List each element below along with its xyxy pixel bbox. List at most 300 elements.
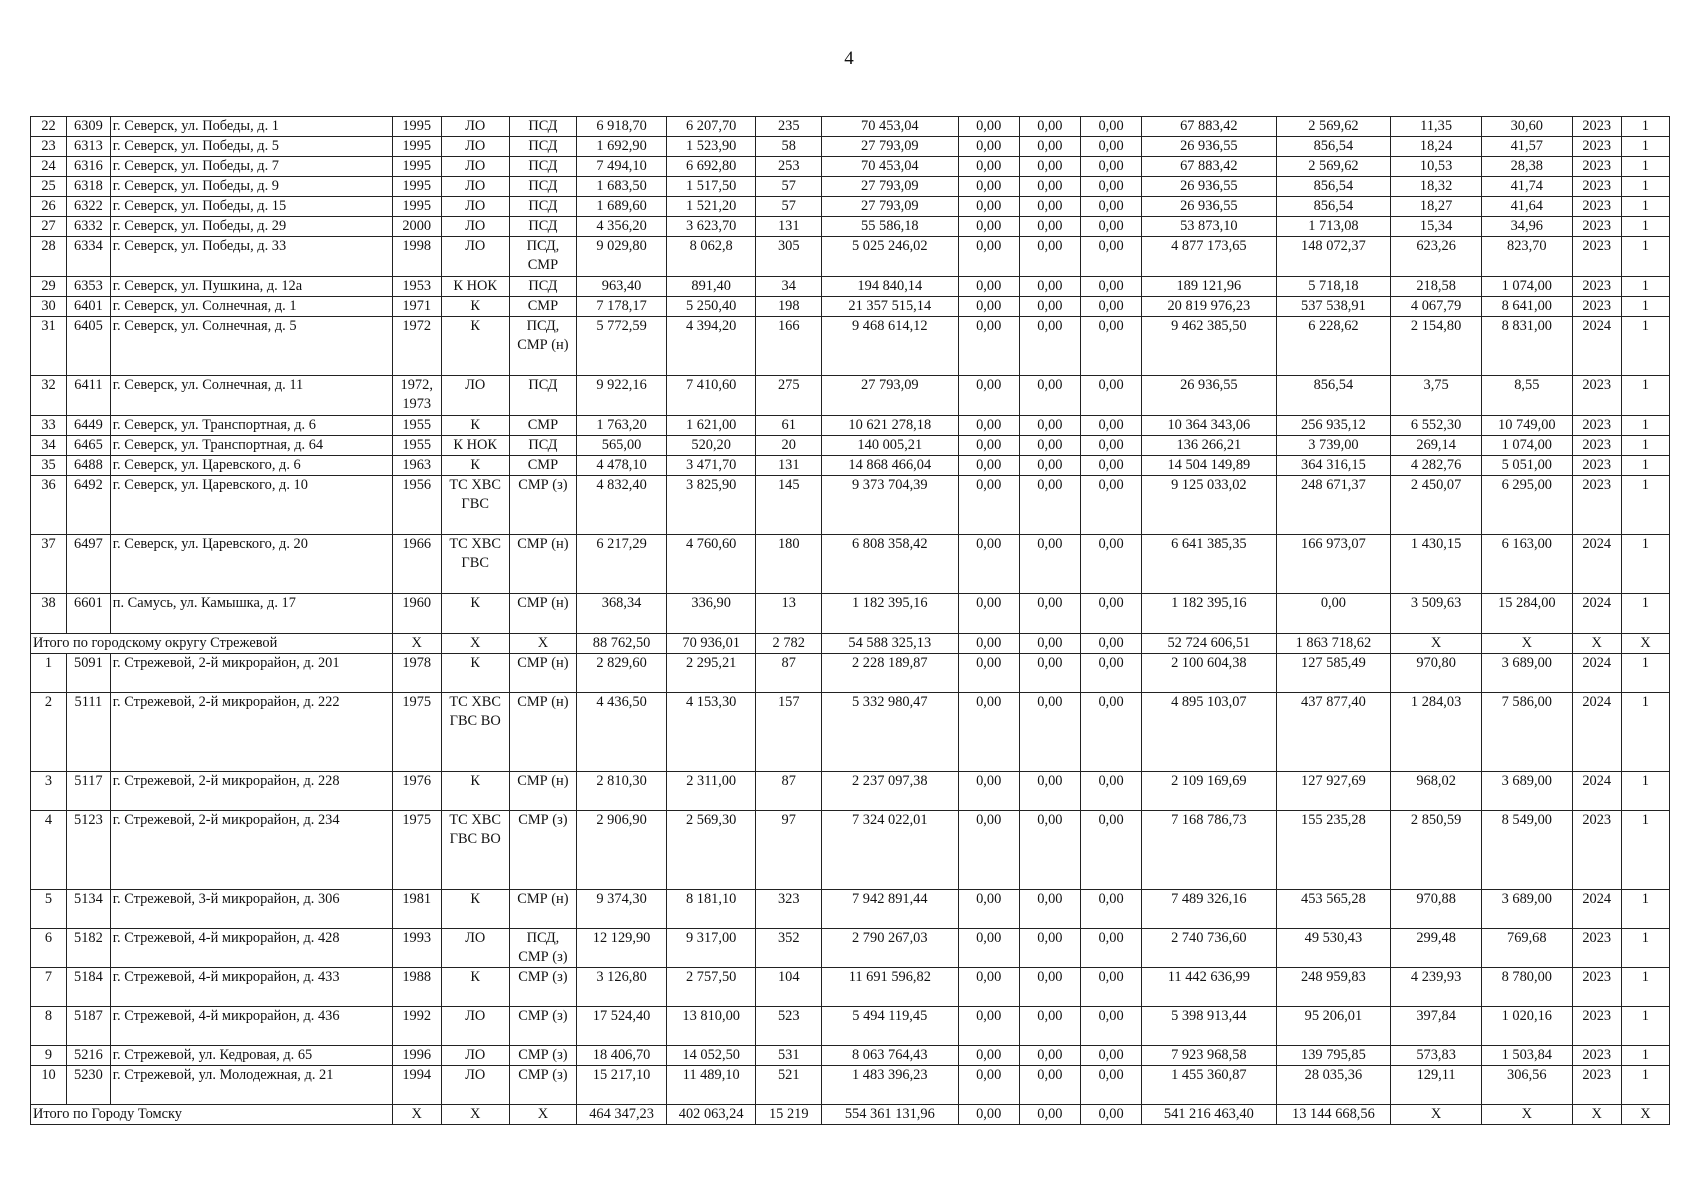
cell-work-type: СМР (з) xyxy=(509,476,577,535)
total-total-area: 464 347,23 xyxy=(577,1105,667,1125)
cell-row-number: 10 xyxy=(31,1066,67,1105)
cell-row-number: 8 xyxy=(31,1007,67,1046)
cell-cost-other: 139 795,85 xyxy=(1276,1046,1391,1066)
cell-system-type: ЛО xyxy=(441,1066,509,1105)
cell-building-code: 6497 xyxy=(67,535,111,594)
total-residents: 2 782 xyxy=(756,634,822,654)
cell-building-code: 6353 xyxy=(67,277,111,297)
cell-work-type: СМР (з) xyxy=(509,1066,577,1105)
cell-address: г. Северск, ул. Солнечная, д. 5 xyxy=(110,317,392,376)
cell-unit-cost: 2 850,59 xyxy=(1391,811,1482,890)
cell-work-type: СМР (н) xyxy=(509,693,577,772)
table-row xyxy=(31,535,1670,594)
cell-row-number: 37 xyxy=(31,535,67,594)
cell-cost-municipal: 0,00 xyxy=(1080,1007,1141,1046)
cell-total-area: 2 829,60 xyxy=(577,654,667,693)
cell-cost-regional: 0,00 xyxy=(1019,197,1080,217)
cell-row-number: 36 xyxy=(31,476,67,535)
cell-system-type: К НОК xyxy=(441,436,509,456)
cell-unit-cost: 970,80 xyxy=(1391,654,1482,693)
cell-residents: 131 xyxy=(756,456,822,476)
cell-stage: 1 xyxy=(1621,968,1669,1007)
cell-living-area: 9 317,00 xyxy=(666,929,756,968)
cell-residents: 523 xyxy=(756,1007,822,1046)
cell-stage: 1 xyxy=(1621,693,1669,772)
cell-planned-year: 2023 xyxy=(1572,376,1621,416)
cell-total-area: 1 763,20 xyxy=(577,416,667,436)
cell-address: г. Северск, ул. Царевского, д. 10 xyxy=(110,476,392,535)
cell-building-code: 6449 xyxy=(67,416,111,436)
cell-cost-owners: 14 504 149,89 xyxy=(1142,456,1276,476)
cell-system-type: К xyxy=(441,317,509,376)
cell-living-area: 13 810,00 xyxy=(666,1007,756,1046)
cell-cost-other: 49 530,43 xyxy=(1276,929,1391,968)
cell-total-cost: 7 324 022,01 xyxy=(822,811,959,890)
cell-max-unit-cost: 8,55 xyxy=(1481,376,1572,416)
cell-work-type: ПСД xyxy=(509,277,577,297)
cell-building-code: 5187 xyxy=(67,1007,111,1046)
cell-cost-municipal: 0,00 xyxy=(1080,217,1141,237)
cell-cost-municipal: 0,00 xyxy=(1080,476,1141,535)
cell-system-type: К xyxy=(441,456,509,476)
cell-cost-owners: 1 455 360,87 xyxy=(1142,1066,1276,1105)
cell-cost-federal: 0,00 xyxy=(958,177,1019,197)
cell-stage: 1 xyxy=(1621,594,1669,634)
cell-residents: 87 xyxy=(756,654,822,693)
cell-year-built: 1995 xyxy=(392,177,441,197)
cell-total-cost: 27 793,09 xyxy=(822,197,959,217)
cell-cost-federal: 0,00 xyxy=(958,811,1019,890)
cell-total-area: 6 217,29 xyxy=(577,535,667,594)
cell-row-number: 29 xyxy=(31,277,67,297)
cell-residents: 57 xyxy=(756,177,822,197)
table-row xyxy=(31,929,1670,968)
cell-year-built: 1995 xyxy=(392,197,441,217)
cell-cost-federal: 0,00 xyxy=(958,929,1019,968)
cell-max-unit-cost: 6 295,00 xyxy=(1481,476,1572,535)
cell-building-code: 6334 xyxy=(67,237,111,277)
cell-max-unit-cost: 1 020,16 xyxy=(1481,1007,1572,1046)
cell-cost-owners: 2 100 604,38 xyxy=(1142,654,1276,693)
cell-living-area: 6 207,70 xyxy=(666,117,756,137)
cell-total-area: 4 832,40 xyxy=(577,476,667,535)
cell-cost-regional: 0,00 xyxy=(1019,535,1080,594)
cell-building-code: 6401 xyxy=(67,297,111,317)
cell-year-built: 1992 xyxy=(392,1007,441,1046)
cell-total-cost: 1 182 395,16 xyxy=(822,594,959,634)
cell-year-built: 1978 xyxy=(392,654,441,693)
cell-cost-municipal: 0,00 xyxy=(1080,317,1141,376)
cell-max-unit-cost: 30,60 xyxy=(1481,117,1572,137)
cell-work-type: СМР (з) xyxy=(509,1046,577,1066)
cell-total-cost: 2 237 097,38 xyxy=(822,772,959,811)
cell-cost-regional: 0,00 xyxy=(1019,436,1080,456)
cell-cost-municipal: 0,00 xyxy=(1080,177,1141,197)
cell-max-unit-cost: 41,57 xyxy=(1481,137,1572,157)
cell-cost-federal: 0,00 xyxy=(958,594,1019,634)
cell-year-built: 1988 xyxy=(392,968,441,1007)
cell-total-area: 3 126,80 xyxy=(577,968,667,1007)
cell-total-area: 9 029,80 xyxy=(577,237,667,277)
cell-unit-cost: 18,32 xyxy=(1391,177,1482,197)
cell-planned-year: 2023 xyxy=(1572,929,1621,968)
total-cost-owners: 52 724 606,51 xyxy=(1142,634,1276,654)
cell-cost-other: 256 935,12 xyxy=(1276,416,1391,436)
cell-total-cost: 9 373 704,39 xyxy=(822,476,959,535)
cell-unit-cost: 269,14 xyxy=(1391,436,1482,456)
cell-building-code: 6322 xyxy=(67,197,111,217)
cell-total-cost: 27 793,09 xyxy=(822,137,959,157)
cell-work-type: СМР xyxy=(509,456,577,476)
cell-cost-municipal: 0,00 xyxy=(1080,456,1141,476)
cell-max-unit-cost: 41,74 xyxy=(1481,177,1572,197)
cell-max-unit-cost: 1 503,84 xyxy=(1481,1046,1572,1066)
cell-cost-federal: 0,00 xyxy=(958,277,1019,297)
cell-cost-other: 856,54 xyxy=(1276,376,1391,416)
cell-living-area: 1 621,00 xyxy=(666,416,756,436)
cell-system-type: ТС ХВС ГВС xyxy=(441,476,509,535)
cell-cost-other: 248 959,83 xyxy=(1276,968,1391,1007)
table-row xyxy=(31,376,1670,416)
cell-row-number: 1 xyxy=(31,654,67,693)
cell-total-cost: 21 357 515,14 xyxy=(822,297,959,317)
cell-planned-year: 2024 xyxy=(1572,535,1621,594)
cell-total-cost: 8 063 764,43 xyxy=(822,1046,959,1066)
cell-building-code: 5230 xyxy=(67,1066,111,1105)
cell-cost-owners: 2 740 736,60 xyxy=(1142,929,1276,968)
total-total-cost: 554 361 131,96 xyxy=(822,1105,959,1125)
cell-stage: 1 xyxy=(1621,137,1669,157)
cell-cost-municipal: 0,00 xyxy=(1080,654,1141,693)
cell-max-unit-cost: 823,70 xyxy=(1481,237,1572,277)
cell-total-cost: 70 453,04 xyxy=(822,157,959,177)
cell-planned-year: 2024 xyxy=(1572,890,1621,929)
cell-residents: 58 xyxy=(756,137,822,157)
cell-unit-cost: 218,58 xyxy=(1391,277,1482,297)
cell-total-cost: 10 621 278,18 xyxy=(822,416,959,436)
cell-living-area: 520,20 xyxy=(666,436,756,456)
cell-living-area: 4 153,30 xyxy=(666,693,756,772)
cell-residents: 166 xyxy=(756,317,822,376)
cell-cost-municipal: 0,00 xyxy=(1080,772,1141,811)
cell-unit-cost: 18,24 xyxy=(1391,137,1482,157)
cell-cost-other: 437 877,40 xyxy=(1276,693,1391,772)
cell-max-unit-cost: 28,38 xyxy=(1481,157,1572,177)
cell-cost-other: 148 072,37 xyxy=(1276,237,1391,277)
cell-total-area: 1 692,90 xyxy=(577,137,667,157)
cell-total-cost: 9 468 614,12 xyxy=(822,317,959,376)
total-year-built: Х xyxy=(392,1105,441,1125)
table-row xyxy=(31,1066,1670,1105)
cell-cost-owners: 20 819 976,23 xyxy=(1142,297,1276,317)
cell-address: г. Стрежевой, 2-й микрорайон, д. 222 xyxy=(110,693,392,772)
cell-cost-other: 856,54 xyxy=(1276,137,1391,157)
cell-system-type: ЛО xyxy=(441,1046,509,1066)
cell-living-area: 8 181,10 xyxy=(666,890,756,929)
cell-living-area: 336,90 xyxy=(666,594,756,634)
cell-cost-regional: 0,00 xyxy=(1019,693,1080,772)
cell-stage: 1 xyxy=(1621,1066,1669,1105)
table-row xyxy=(31,277,1670,297)
cell-work-type: ПСД xyxy=(509,117,577,137)
total-max-unit-cost: Х xyxy=(1481,1105,1572,1125)
cell-row-number: 26 xyxy=(31,197,67,217)
cell-address: г. Северск, ул. Пушкина, д. 12а xyxy=(110,277,392,297)
cell-residents: 305 xyxy=(756,237,822,277)
cell-work-type: ПСД xyxy=(509,177,577,197)
cell-stage: 1 xyxy=(1621,476,1669,535)
cell-max-unit-cost: 8 780,00 xyxy=(1481,968,1572,1007)
cell-total-area: 15 217,10 xyxy=(577,1066,667,1105)
cell-system-type: ЛО xyxy=(441,217,509,237)
cell-planned-year: 2023 xyxy=(1572,137,1621,157)
cell-work-type: ПСД xyxy=(509,376,577,416)
cell-cost-owners: 7 923 968,58 xyxy=(1142,1046,1276,1066)
cell-system-type: ЛО xyxy=(441,157,509,177)
cell-row-number: 33 xyxy=(31,416,67,436)
cell-total-area: 7 494,10 xyxy=(577,157,667,177)
cell-living-area: 7 410,60 xyxy=(666,376,756,416)
cell-cost-other: 364 316,15 xyxy=(1276,456,1391,476)
cell-stage: 1 xyxy=(1621,317,1669,376)
cell-cost-owners: 26 936,55 xyxy=(1142,137,1276,157)
cell-cost-owners: 136 266,21 xyxy=(1142,436,1276,456)
cell-unit-cost: 970,88 xyxy=(1391,890,1482,929)
cell-address: г. Стрежевой, ул. Молодежная, д. 21 xyxy=(110,1066,392,1105)
cell-total-area: 4 436,50 xyxy=(577,693,667,772)
cell-address: г. Стрежевой, 4-й микрорайон, д. 428 xyxy=(110,929,392,968)
cell-cost-municipal: 0,00 xyxy=(1080,929,1141,968)
cell-cost-municipal: 0,00 xyxy=(1080,535,1141,594)
cell-cost-federal: 0,00 xyxy=(958,297,1019,317)
cell-building-code: 5117 xyxy=(67,772,111,811)
cell-work-type: ПСД xyxy=(509,436,577,456)
cell-total-area: 12 129,90 xyxy=(577,929,667,968)
total-label: Итого по Городу Томску xyxy=(31,1105,393,1125)
total-row xyxy=(31,634,1670,654)
total-system-type: Х xyxy=(441,1105,509,1125)
cell-cost-owners: 26 936,55 xyxy=(1142,177,1276,197)
table-row xyxy=(31,594,1670,634)
cell-cost-municipal: 0,00 xyxy=(1080,137,1141,157)
cell-max-unit-cost: 6 163,00 xyxy=(1481,535,1572,594)
cell-living-area: 1 521,20 xyxy=(666,197,756,217)
total-year-built: Х xyxy=(392,634,441,654)
cell-living-area: 3 471,70 xyxy=(666,456,756,476)
cell-planned-year: 2024 xyxy=(1572,594,1621,634)
cell-residents: 531 xyxy=(756,1046,822,1066)
cell-address: г. Стрежевой, 2-й микрорайон, д. 234 xyxy=(110,811,392,890)
cell-year-built: 1975 xyxy=(392,693,441,772)
cell-total-area: 6 918,70 xyxy=(577,117,667,137)
cell-work-type: СМР (з) xyxy=(509,811,577,890)
cell-year-built: 1993 xyxy=(392,929,441,968)
cell-cost-municipal: 0,00 xyxy=(1080,416,1141,436)
cell-max-unit-cost: 769,68 xyxy=(1481,929,1572,968)
cell-unit-cost: 1 430,15 xyxy=(1391,535,1482,594)
cell-row-number: 32 xyxy=(31,376,67,416)
cell-work-type: ПСД, СМР (з) xyxy=(509,929,577,968)
total-living-area: 402 063,24 xyxy=(666,1105,756,1125)
cell-residents: 235 xyxy=(756,117,822,137)
total-row xyxy=(31,1105,1670,1125)
cell-total-cost: 5 332 980,47 xyxy=(822,693,959,772)
cell-living-area: 1 523,90 xyxy=(666,137,756,157)
cell-row-number: 34 xyxy=(31,436,67,456)
cell-year-built: 1995 xyxy=(392,117,441,137)
cell-max-unit-cost: 41,64 xyxy=(1481,197,1572,217)
cell-row-number: 5 xyxy=(31,890,67,929)
cell-row-number: 38 xyxy=(31,594,67,634)
cell-planned-year: 2023 xyxy=(1572,297,1621,317)
cell-planned-year: 2024 xyxy=(1572,654,1621,693)
cell-work-type: ПСД, СМР (н) xyxy=(509,317,577,376)
cell-cost-other: 0,00 xyxy=(1276,594,1391,634)
cell-total-area: 18 406,70 xyxy=(577,1046,667,1066)
cell-cost-federal: 0,00 xyxy=(958,376,1019,416)
table-row xyxy=(31,217,1670,237)
cell-cost-owners: 67 883,42 xyxy=(1142,117,1276,137)
cell-living-area: 5 250,40 xyxy=(666,297,756,317)
cell-cost-municipal: 0,00 xyxy=(1080,1046,1141,1066)
cell-cost-municipal: 0,00 xyxy=(1080,811,1141,890)
cell-cost-regional: 0,00 xyxy=(1019,476,1080,535)
cell-system-type: ТС ХВС ГВС xyxy=(441,535,509,594)
cell-cost-federal: 0,00 xyxy=(958,416,1019,436)
cell-year-built: 1971 xyxy=(392,297,441,317)
cell-unit-cost: 2 154,80 xyxy=(1391,317,1482,376)
cell-cost-regional: 0,00 xyxy=(1019,137,1080,157)
cell-living-area: 1 517,50 xyxy=(666,177,756,197)
cell-cost-municipal: 0,00 xyxy=(1080,197,1141,217)
cell-planned-year: 2023 xyxy=(1572,456,1621,476)
cell-unit-cost: 299,48 xyxy=(1391,929,1482,968)
cell-cost-federal: 0,00 xyxy=(958,1007,1019,1046)
cell-cost-federal: 0,00 xyxy=(958,1046,1019,1066)
cell-cost-regional: 0,00 xyxy=(1019,1066,1080,1105)
cell-address: г. Северск, ул. Царевского, д. 6 xyxy=(110,456,392,476)
cell-cost-other: 155 235,28 xyxy=(1276,811,1391,890)
total-cost-owners: 541 216 463,40 xyxy=(1142,1105,1276,1125)
cell-row-number: 35 xyxy=(31,456,67,476)
total-cost-federal: 0,00 xyxy=(958,1105,1019,1125)
cell-planned-year: 2023 xyxy=(1572,811,1621,890)
cell-cost-regional: 0,00 xyxy=(1019,416,1080,436)
table-row xyxy=(31,968,1670,1007)
cell-unit-cost: 2 450,07 xyxy=(1391,476,1482,535)
cell-residents: 34 xyxy=(756,277,822,297)
cell-building-code: 6405 xyxy=(67,317,111,376)
cell-total-cost: 7 942 891,44 xyxy=(822,890,959,929)
cell-unit-cost: 129,11 xyxy=(1391,1066,1482,1105)
table-row xyxy=(31,297,1670,317)
cell-living-area: 14 052,50 xyxy=(666,1046,756,1066)
cell-address: г. Северск, ул. Царевского, д. 20 xyxy=(110,535,392,594)
cell-year-built: 1976 xyxy=(392,772,441,811)
cell-year-built: 1972 xyxy=(392,317,441,376)
cell-address: г. Стрежевой, 4-й микрорайон, д. 433 xyxy=(110,968,392,1007)
cell-residents: 352 xyxy=(756,929,822,968)
cell-total-area: 9 922,16 xyxy=(577,376,667,416)
cell-cost-regional: 0,00 xyxy=(1019,117,1080,137)
cell-cost-owners: 4 895 103,07 xyxy=(1142,693,1276,772)
cell-stage: 1 xyxy=(1621,177,1669,197)
cell-building-code: 6488 xyxy=(67,456,111,476)
cell-unit-cost: 18,27 xyxy=(1391,197,1482,217)
cell-cost-owners: 1 182 395,16 xyxy=(1142,594,1276,634)
cell-total-area: 1 689,60 xyxy=(577,197,667,217)
cell-year-built: 1998 xyxy=(392,237,441,277)
cell-stage: 1 xyxy=(1621,1007,1669,1046)
cell-planned-year: 2024 xyxy=(1572,317,1621,376)
cell-max-unit-cost: 3 689,00 xyxy=(1481,654,1572,693)
cell-row-number: 31 xyxy=(31,317,67,376)
cell-cost-regional: 0,00 xyxy=(1019,772,1080,811)
cell-unit-cost: 968,02 xyxy=(1391,772,1482,811)
total-work-type: Х xyxy=(509,1105,577,1125)
cell-unit-cost: 4 282,76 xyxy=(1391,456,1482,476)
cell-cost-other: 5 718,18 xyxy=(1276,277,1391,297)
cell-cost-federal: 0,00 xyxy=(958,436,1019,456)
cell-stage: 1 xyxy=(1621,890,1669,929)
cell-max-unit-cost: 306,56 xyxy=(1481,1066,1572,1105)
total-cost-municipal: 0,00 xyxy=(1080,634,1141,654)
cell-max-unit-cost: 5 051,00 xyxy=(1481,456,1572,476)
cell-year-built: 1994 xyxy=(392,1066,441,1105)
cell-residents: 61 xyxy=(756,416,822,436)
cell-building-code: 5111 xyxy=(67,693,111,772)
cell-building-code: 6309 xyxy=(67,117,111,137)
cell-cost-regional: 0,00 xyxy=(1019,277,1080,297)
cell-cost-federal: 0,00 xyxy=(958,535,1019,594)
cell-total-cost: 6 808 358,42 xyxy=(822,535,959,594)
table-row xyxy=(31,237,1670,277)
cell-cost-owners: 67 883,42 xyxy=(1142,157,1276,177)
cell-address: г. Стрежевой, ул. Кедровая, д. 65 xyxy=(110,1046,392,1066)
cell-row-number: 7 xyxy=(31,968,67,1007)
cell-row-number: 30 xyxy=(31,297,67,317)
cell-cost-regional: 0,00 xyxy=(1019,217,1080,237)
cell-unit-cost: 4 239,93 xyxy=(1391,968,1482,1007)
cell-work-type: СМР (н) xyxy=(509,890,577,929)
cell-system-type: К xyxy=(441,416,509,436)
cell-cost-owners: 5 398 913,44 xyxy=(1142,1007,1276,1046)
cell-total-area: 963,40 xyxy=(577,277,667,297)
cell-cost-regional: 0,00 xyxy=(1019,968,1080,1007)
cell-address: г. Северск, ул. Солнечная, д. 11 xyxy=(110,376,392,416)
cell-system-type: ЛО xyxy=(441,197,509,217)
cell-row-number: 9 xyxy=(31,1046,67,1066)
cell-residents: 87 xyxy=(756,772,822,811)
cell-planned-year: 2023 xyxy=(1572,416,1621,436)
cell-year-built: 2000 xyxy=(392,217,441,237)
cell-unit-cost: 623,26 xyxy=(1391,237,1482,277)
cell-cost-municipal: 0,00 xyxy=(1080,436,1141,456)
cell-cost-municipal: 0,00 xyxy=(1080,594,1141,634)
cell-system-type: К xyxy=(441,594,509,634)
cell-cost-regional: 0,00 xyxy=(1019,1046,1080,1066)
cell-planned-year: 2023 xyxy=(1572,277,1621,297)
table-row xyxy=(31,416,1670,436)
cell-cost-federal: 0,00 xyxy=(958,157,1019,177)
total-system-type: Х xyxy=(441,634,509,654)
cell-year-built: 1966 xyxy=(392,535,441,594)
cell-planned-year: 2023 xyxy=(1572,217,1621,237)
cell-building-code: 5182 xyxy=(67,929,111,968)
cell-cost-municipal: 0,00 xyxy=(1080,693,1141,772)
cell-system-type: К xyxy=(441,968,509,1007)
cell-address: г. Северск, ул. Победы, д. 7 xyxy=(110,157,392,177)
